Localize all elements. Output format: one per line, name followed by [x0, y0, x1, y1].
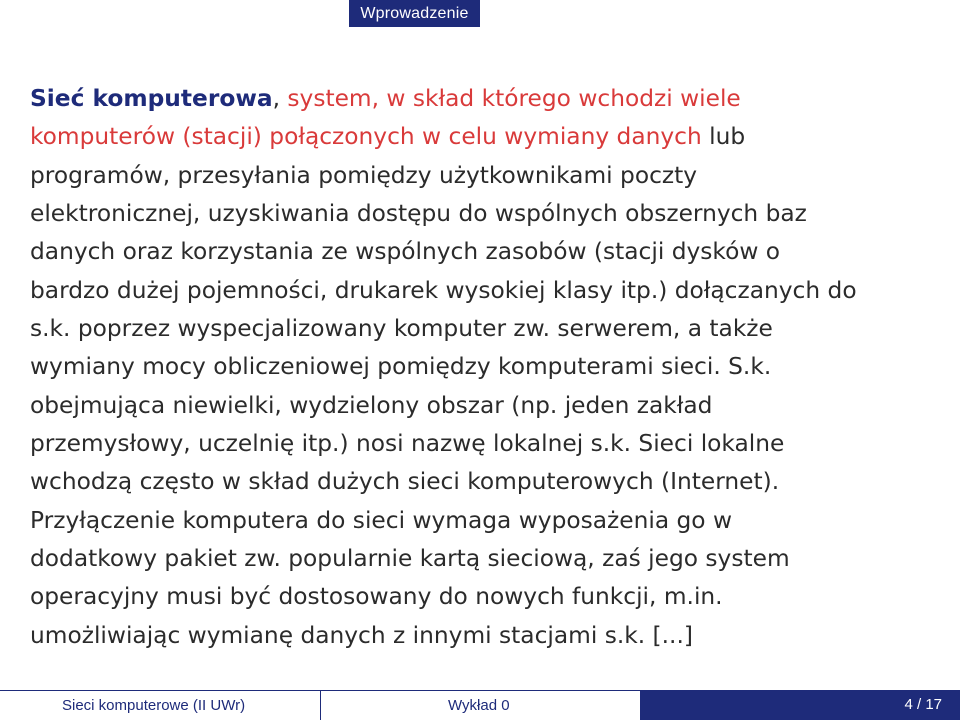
paragraph-line	[30, 502, 945, 540]
paragraph-line	[30, 578, 945, 616]
paragraph-line	[30, 310, 945, 348]
body-text: dodatkowy pakiet zw. popularnie kartą sieciową, zaś jego system	[30, 545, 790, 573]
paragraph-line	[30, 195, 945, 233]
top-navigation-bar	[0, 0, 960, 27]
footer-course-title[interactable]: Sieci komputerowe (II UWr)	[0, 690, 320, 720]
slide-body-text	[30, 80, 945, 655]
paragraph-line	[30, 463, 945, 501]
body-text: lub	[701, 123, 746, 151]
paragraph-line	[30, 425, 945, 463]
body-text: operacyjny musi być dostosowany do nowych funkcji, m.in.	[30, 583, 723, 611]
paragraph-line	[30, 80, 945, 118]
paragraph-line	[30, 157, 945, 195]
defined-term: Sieć komputerowa	[30, 85, 273, 112]
paragraph-line	[30, 272, 945, 310]
body-text: przemysłowy, uczelnię itp.) nosi nazwę lokalnej s.k. Sieci lokalne	[30, 430, 785, 458]
body-text: elektronicznej, uzyskiwania dostępu do wspólnych obszernych baz	[30, 200, 807, 228]
body-text: Przyłączenie komputera do sieci wymaga wyposażenia go w	[30, 506, 733, 534]
paragraph-line	[30, 387, 945, 425]
body-text: s.k. poprzez wyspecjalizowany komputer zw. serwerem, a także	[30, 315, 773, 343]
body-text: umożliwiając wymianę danych z innymi stacjami s.k. [...]	[30, 621, 693, 649]
paragraph-line	[30, 348, 945, 386]
body-text: ,	[272, 85, 288, 112]
body-text: danych oraz korzystania ze wspólnych zasobów (stacji dysków o	[30, 238, 781, 266]
footer-page-box	[640, 690, 960, 720]
body-text: programów, przesyłania pomiędzy użytkownikami poczty	[30, 161, 698, 189]
definition-text: system, w skład którego wchodzi wiele	[287, 85, 741, 112]
slide-footer	[0, 690, 960, 720]
definition-text: komputerów (stacji) połączonych w celu wymiany danych	[30, 123, 702, 151]
body-text: bardzo dużej pojemności, drukarek wysokiej klasy itp.) dołączanych do	[30, 276, 857, 304]
footer-page-number: 4 / 17	[904, 696, 942, 713]
body-text: wchodzą często w skład dużych sieci komputerowych (Internet).	[30, 468, 780, 496]
paragraph-line	[30, 617, 945, 655]
paragraph-line	[30, 118, 945, 156]
paragraph-line	[30, 540, 945, 578]
body-text: obejmująca niewielki, wydzielony obszar (np. jeden zakład	[30, 391, 713, 419]
paragraph-line	[30, 233, 945, 271]
section-tab-wprowadzenie[interactable]: Wprowadzenie	[349, 0, 480, 27]
footer-lecture-title[interactable]: Wykład 0	[320, 690, 640, 720]
body-text: wymiany mocy obliczeniowej pomiędzy komputerami sieci. S.k.	[30, 353, 772, 381]
